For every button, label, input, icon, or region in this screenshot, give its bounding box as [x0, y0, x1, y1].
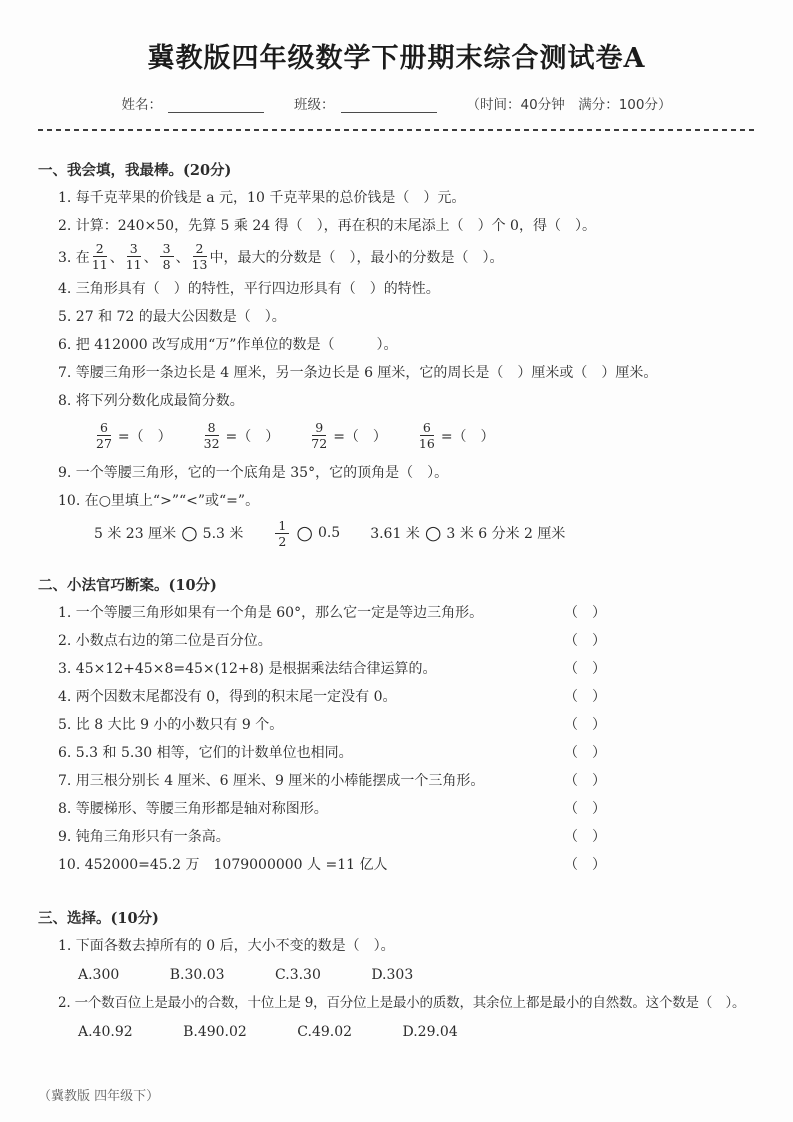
judge-statement: 8. 等腰梯形、等腰三角形都是轴对称图形。 — [58, 800, 328, 817]
fraction-group — [417, 421, 495, 450]
fill-q7: 7. 等腰三角形一条边长是 4 厘米，另一条边长是 6 厘米，它的周长是（ ）厘米或（ ）厘米。 — [58, 365, 658, 382]
footer-note: （冀教版 四年级下） — [38, 1089, 160, 1104]
choose-q1: 1. 下面各数去掉所有的 0 后，大小不变的数是（ ）。 — [58, 937, 395, 954]
fill-q9: 9. 一个等腰三角形，它的一个底角是 35°，它的顶角是（ ）。 — [58, 464, 449, 481]
equals-blank: =（ ） — [333, 428, 387, 445]
answer-parentheses: （ ） — [564, 744, 606, 761]
fraction: $\frac{3}{11}$ — [125, 241, 142, 273]
section-judge-heading: 二、小法官巧断案。(10分) — [38, 576, 217, 594]
fraction: $\frac{3}{8}$ — [160, 242, 174, 271]
fraction: $\frac{6}{16}$ — [418, 420, 435, 452]
equals-blank: =（ ） — [440, 428, 495, 445]
judge-item — [38, 856, 606, 875]
judge-statement: 4. 两个因数末尾都没有 0，得到的积末尾一定没有 0。 — [58, 688, 397, 705]
comparison-circle: ○ — [424, 521, 442, 544]
fill-q3-separator: 、 — [109, 249, 124, 266]
fraction: $\frac{2}{11}$ — [91, 241, 108, 273]
choice-option: A.40.92 — [78, 1023, 133, 1040]
dashed-divider — [38, 129, 755, 131]
fill-q3-prefix: 3. 在 — [58, 249, 90, 266]
choice-option: C.49.02 — [297, 1023, 353, 1040]
judge-statement: 6. 5.3 和 5.30 相等，它们的计数单位也相同。 — [58, 744, 353, 761]
fill-q2: 2. 计算：240×50，先算 5 乘 24 得（ ），再在积的末尾添上（ ）个 0，得（ ）。 — [58, 218, 596, 234]
comparison-right: 5.3 米 — [202, 526, 244, 543]
choose-q2-options — [38, 1023, 755, 1042]
choice-option: D.29.04 — [402, 1023, 458, 1040]
answer-parentheses: （ ） — [564, 800, 606, 817]
judge-item — [38, 604, 606, 623]
equals-blank: =（ ） — [225, 428, 280, 445]
fill-q3 — [38, 242, 755, 271]
judge-item — [38, 660, 606, 679]
answer-parentheses: （ ） — [564, 856, 606, 873]
judge-item — [38, 800, 606, 819]
judge-item — [38, 772, 606, 791]
answer-parentheses: （ ） — [564, 772, 606, 789]
choose-q2: 2. 一个数百位上是最小的合数，十位上是 9，百分位上是最小的质数，其余位上都是最小的自然数。这个数是（ ）。 — [58, 994, 746, 1011]
section-choose-heading: 三、选择。(10分) — [38, 909, 159, 927]
judge-item — [38, 744, 606, 763]
comparison-right: 0.5 — [317, 525, 341, 542]
answer-parentheses: （ ） — [564, 660, 606, 677]
fraction: $\frac{8}{32}$ — [203, 420, 220, 452]
answer-parentheses: （ ） — [564, 716, 606, 733]
judge-statement: 7. 用三根分别长 4 厘米、6 厘米、9 厘米的小棒能摆成一个三角形。 — [58, 772, 485, 789]
section-fill-heading: 一、我会填，我最棒。(20分) — [38, 162, 232, 179]
exam-meta-row — [38, 93, 755, 113]
choice-option: C.3.30 — [275, 966, 321, 983]
fill-q4: 4. 三角形具有（ ）的特性，平行四边形具有（ ）的特性。 — [58, 281, 440, 298]
comparison-right: 3 米 6 分米 2 厘米 — [446, 526, 566, 543]
class-blank — [341, 97, 437, 113]
name-label: 姓名： — [121, 97, 163, 113]
choose-q1-options — [38, 966, 755, 985]
equals-blank: =（ ） — [117, 428, 172, 445]
fraction-group — [202, 421, 280, 450]
judge-statement: 3. 45×12+45×8=45×(12+8) 是根据乘法结合律运算的。 — [58, 660, 437, 677]
class-field — [294, 93, 437, 113]
fill-q1: 1. 每千克苹果的价钱是 a 元，10 千克苹果的总价钱是（ ）元。 — [58, 190, 466, 206]
judge-statement: 5. 比 8 大比 9 小的小数只有 9 个。 — [58, 716, 284, 733]
fill-q3-separator: 、 — [143, 249, 158, 266]
comparison-circle: ○ — [296, 521, 313, 544]
fraction: $\frac{6}{27}$ — [96, 420, 112, 452]
fill-q10: 10. 在○里填上“>”“<”或“=”。 — [58, 492, 260, 509]
choice-option: D.303 — [371, 966, 414, 983]
fill-q5: 5. 27 和 72 的最大公因数是（ ）。 — [58, 309, 286, 326]
fraction-group — [94, 421, 172, 450]
class-label: 班级： — [294, 97, 335, 113]
name-blank — [168, 97, 264, 113]
answer-parentheses: （ ） — [564, 604, 606, 621]
judge-item — [38, 716, 606, 735]
comparison-left: 5 米 23 厘米 — [94, 526, 177, 543]
fill-q3-separator: 、 — [175, 249, 190, 266]
answer-parentheses: （ ） — [564, 828, 606, 845]
judge-statement: 10. 452000=45.2 万 1079000000 人 =11 亿人 — [58, 856, 388, 873]
judge-item — [38, 828, 606, 847]
answer-parentheses: （ ） — [564, 632, 606, 649]
fraction: $\frac{2}{13}$ — [191, 241, 208, 273]
fill-q3-suffix: 中，最大的分数是（ ），最小的分数是（ ）。 — [209, 249, 504, 266]
judge-item — [38, 688, 606, 707]
answer-parentheses: （ ） — [564, 688, 606, 705]
judge-statement: 9. 钝角三角形只有一条高。 — [58, 828, 230, 845]
fill-q6: 6. 把 412000 改写成用“万”作单位的数是（ ）。 — [58, 337, 398, 354]
fraction: $\frac{9}{72}$ — [311, 420, 328, 452]
fraction: $\frac{1}{2}$ — [275, 519, 289, 548]
choice-option: B.490.02 — [183, 1023, 247, 1040]
fill-q8-fractions — [38, 421, 755, 450]
fraction-group — [309, 421, 387, 450]
fill-q10-comparisons — [38, 519, 755, 548]
name-field — [122, 93, 265, 113]
comparison-circle: ○ — [181, 521, 198, 544]
judge-item — [38, 632, 606, 651]
judge-statement: 2. 小数点右边的第二位是百分位。 — [58, 632, 272, 649]
comparison-left: 3.61 米 — [370, 526, 420, 543]
exam-title: 冀教版四年级数学下册期末综合测试卷A — [147, 43, 646, 74]
choice-option: A.300 — [78, 966, 120, 983]
fill-q8: 8. 将下列分数化成最简分数。 — [58, 393, 244, 410]
choice-option: B.30.03 — [169, 966, 225, 983]
judge-statement: 1. 一个等腰三角形如果有一个角是 60°，那么它一定是等边三角形。 — [58, 604, 484, 621]
exam-info: （时间：40分钟 满分：100分） — [466, 97, 672, 113]
